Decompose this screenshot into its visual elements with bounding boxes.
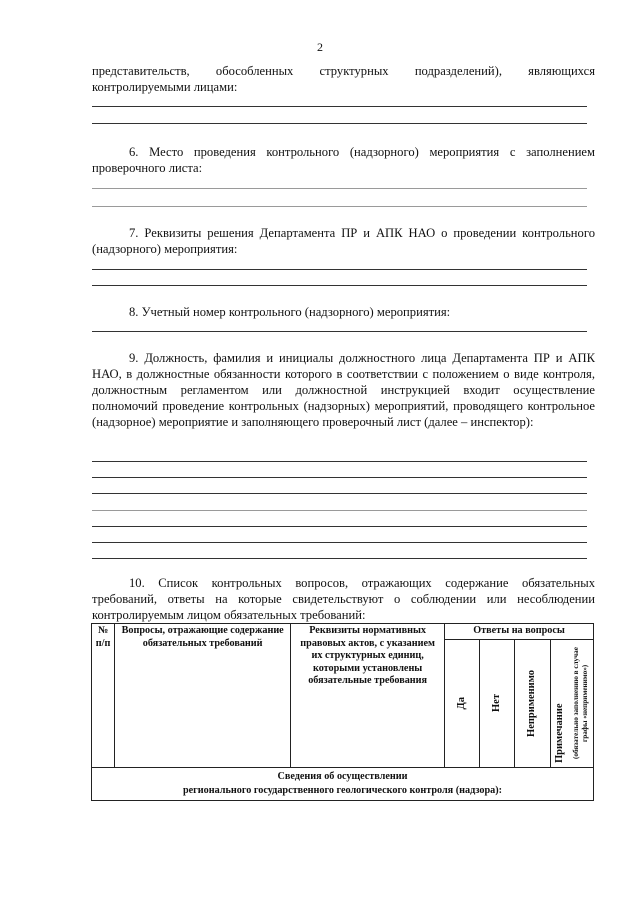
answer-yes-label: Да [455,696,467,710]
answer-no-label: Нет [491,694,503,712]
fill-line [92,542,587,543]
fill-line [92,106,587,107]
header-num: № п/п [92,624,115,768]
header-answer-note [550,639,593,767]
item5-continuation: представительств, обособленных структурных подразделений), являющихся контролируемыми лицами: [92,64,595,94]
fill-line [92,510,587,511]
fill-line [92,331,587,332]
fill-line [92,526,587,527]
header-answer-na [515,639,550,767]
item10-text: 10. Список контрольных вопросов, отражающих содержание обязательных требований, ответы на которые свидетельствуют о соблюдении или несоблюдении контролируемым лицом обязательных требований: [92,576,595,622]
page-number: 2 [317,40,323,54]
answer-note-sublabel: (обязательно заполнению в случае графы «неприменимо») [571,647,589,759]
item6-text: 6. Место проведения контрольного (надзорного) мероприятия с заполнением проверочного листа: [92,145,595,175]
checklist-table [91,623,594,801]
section-row-line1: Сведения об осуществлении [277,770,408,782]
fill-line [92,285,587,286]
item8-text: 8. Учетный номер контрольного (надзорного) мероприятия: [129,305,451,319]
fill-line [92,188,587,189]
fill-line [92,206,587,207]
header-answer-yes [445,639,480,767]
fill-line [92,477,587,478]
section-row-line2: регионального государственного геологического контроля (надзора): [182,784,503,796]
answer-na-label: Неприменимо [526,669,538,737]
fill-line [92,123,587,124]
fill-line [92,493,587,494]
answer-note-label: Примечание [553,703,565,763]
fill-line [92,461,587,462]
fill-line [92,269,587,270]
header-questions: Вопросы, отражающие содержание обязательных требований [115,624,291,768]
fill-line [92,558,587,559]
item7-text: 7. Реквизиты решения Департамента ПР и АПК НАО о проведении контрольного (надзорного) мероприятия: [92,226,595,256]
header-answers: Ответы на вопросы [445,624,594,640]
section-row [92,767,594,800]
header-answer-no [480,639,515,767]
header-requisites: Реквизиты нормативных правовых актов, с указанием их структурных единиц, которыми установлены обязательные требования [291,624,445,768]
item9-text: 9. Должность, фамилия и инициалы должностного лица Департамента ПР и АПК НАО, в должностные обязанности которого в соответствии с положением о виде контроля, должностным регламентом или должностной инструкцией входит осуществление полномочий проведение контрольных (надзорных) мероприятий, проводящего контрольное (надзорное) мероприятие и заполняющего проверочный лист (далее – инспектор): [92,351,595,429]
